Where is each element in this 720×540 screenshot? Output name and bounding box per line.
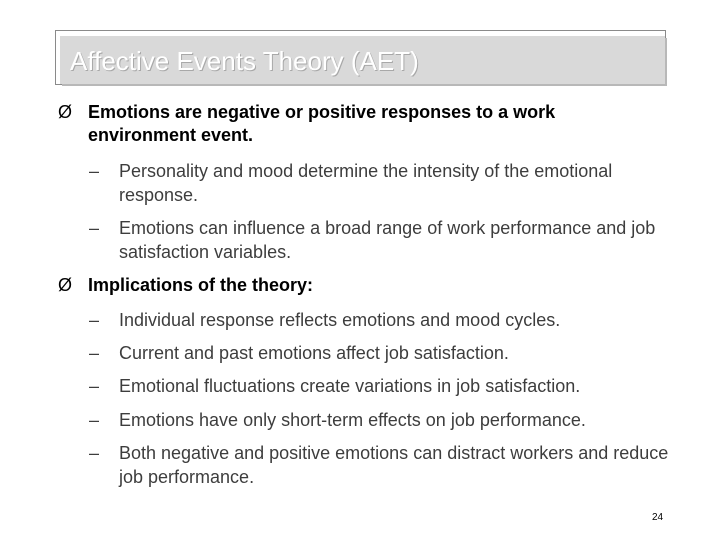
sub-item-text: Individual response reflects emotions and mood cycles. <box>119 310 561 330</box>
dash-marker: – <box>89 343 100 363</box>
arrow-bullet-icon: Ø <box>58 102 73 122</box>
sub-item <box>89 216 669 264</box>
sub-item-text: Personality and mood determine the intensity of the emotional response. <box>119 161 613 205</box>
bullet-text: Emotions are negative or positive responses to a work environment event. <box>88 102 556 145</box>
sub-item-text: Emotional fluctuations create variations in job satisfaction. <box>119 376 581 396</box>
dash-marker: – <box>89 376 100 396</box>
dash-marker: – <box>89 410 100 430</box>
page-number: 24 <box>652 512 664 523</box>
sub-item <box>89 374 669 398</box>
sub-item <box>89 341 669 365</box>
slide-title: Affective Events Theory (AET) <box>70 46 419 76</box>
sub-item-text: Emotions have only short-term effects on job performance. <box>119 410 586 430</box>
sub-item-text: Both negative and positive emotions can distract workers and reduce job performance. <box>119 443 669 487</box>
bullet-item <box>58 274 658 297</box>
sub-item-text: Current and past emotions affect job satisfaction. <box>119 343 509 363</box>
sub-item <box>89 159 669 207</box>
dash-marker: – <box>89 443 100 463</box>
sub-item <box>89 308 669 332</box>
sub-item <box>89 441 669 489</box>
dash-marker: – <box>89 310 100 330</box>
bullet-text: Implications of the theory: <box>88 275 314 295</box>
dash-marker: – <box>89 161 100 181</box>
sub-item-text: Emotions can influence a broad range of work performance and job satisfaction variables. <box>119 218 656 262</box>
arrow-bullet-icon: Ø <box>58 275 73 295</box>
sub-item <box>89 408 669 432</box>
bullet-item <box>58 101 658 147</box>
dash-marker: – <box>89 218 100 238</box>
